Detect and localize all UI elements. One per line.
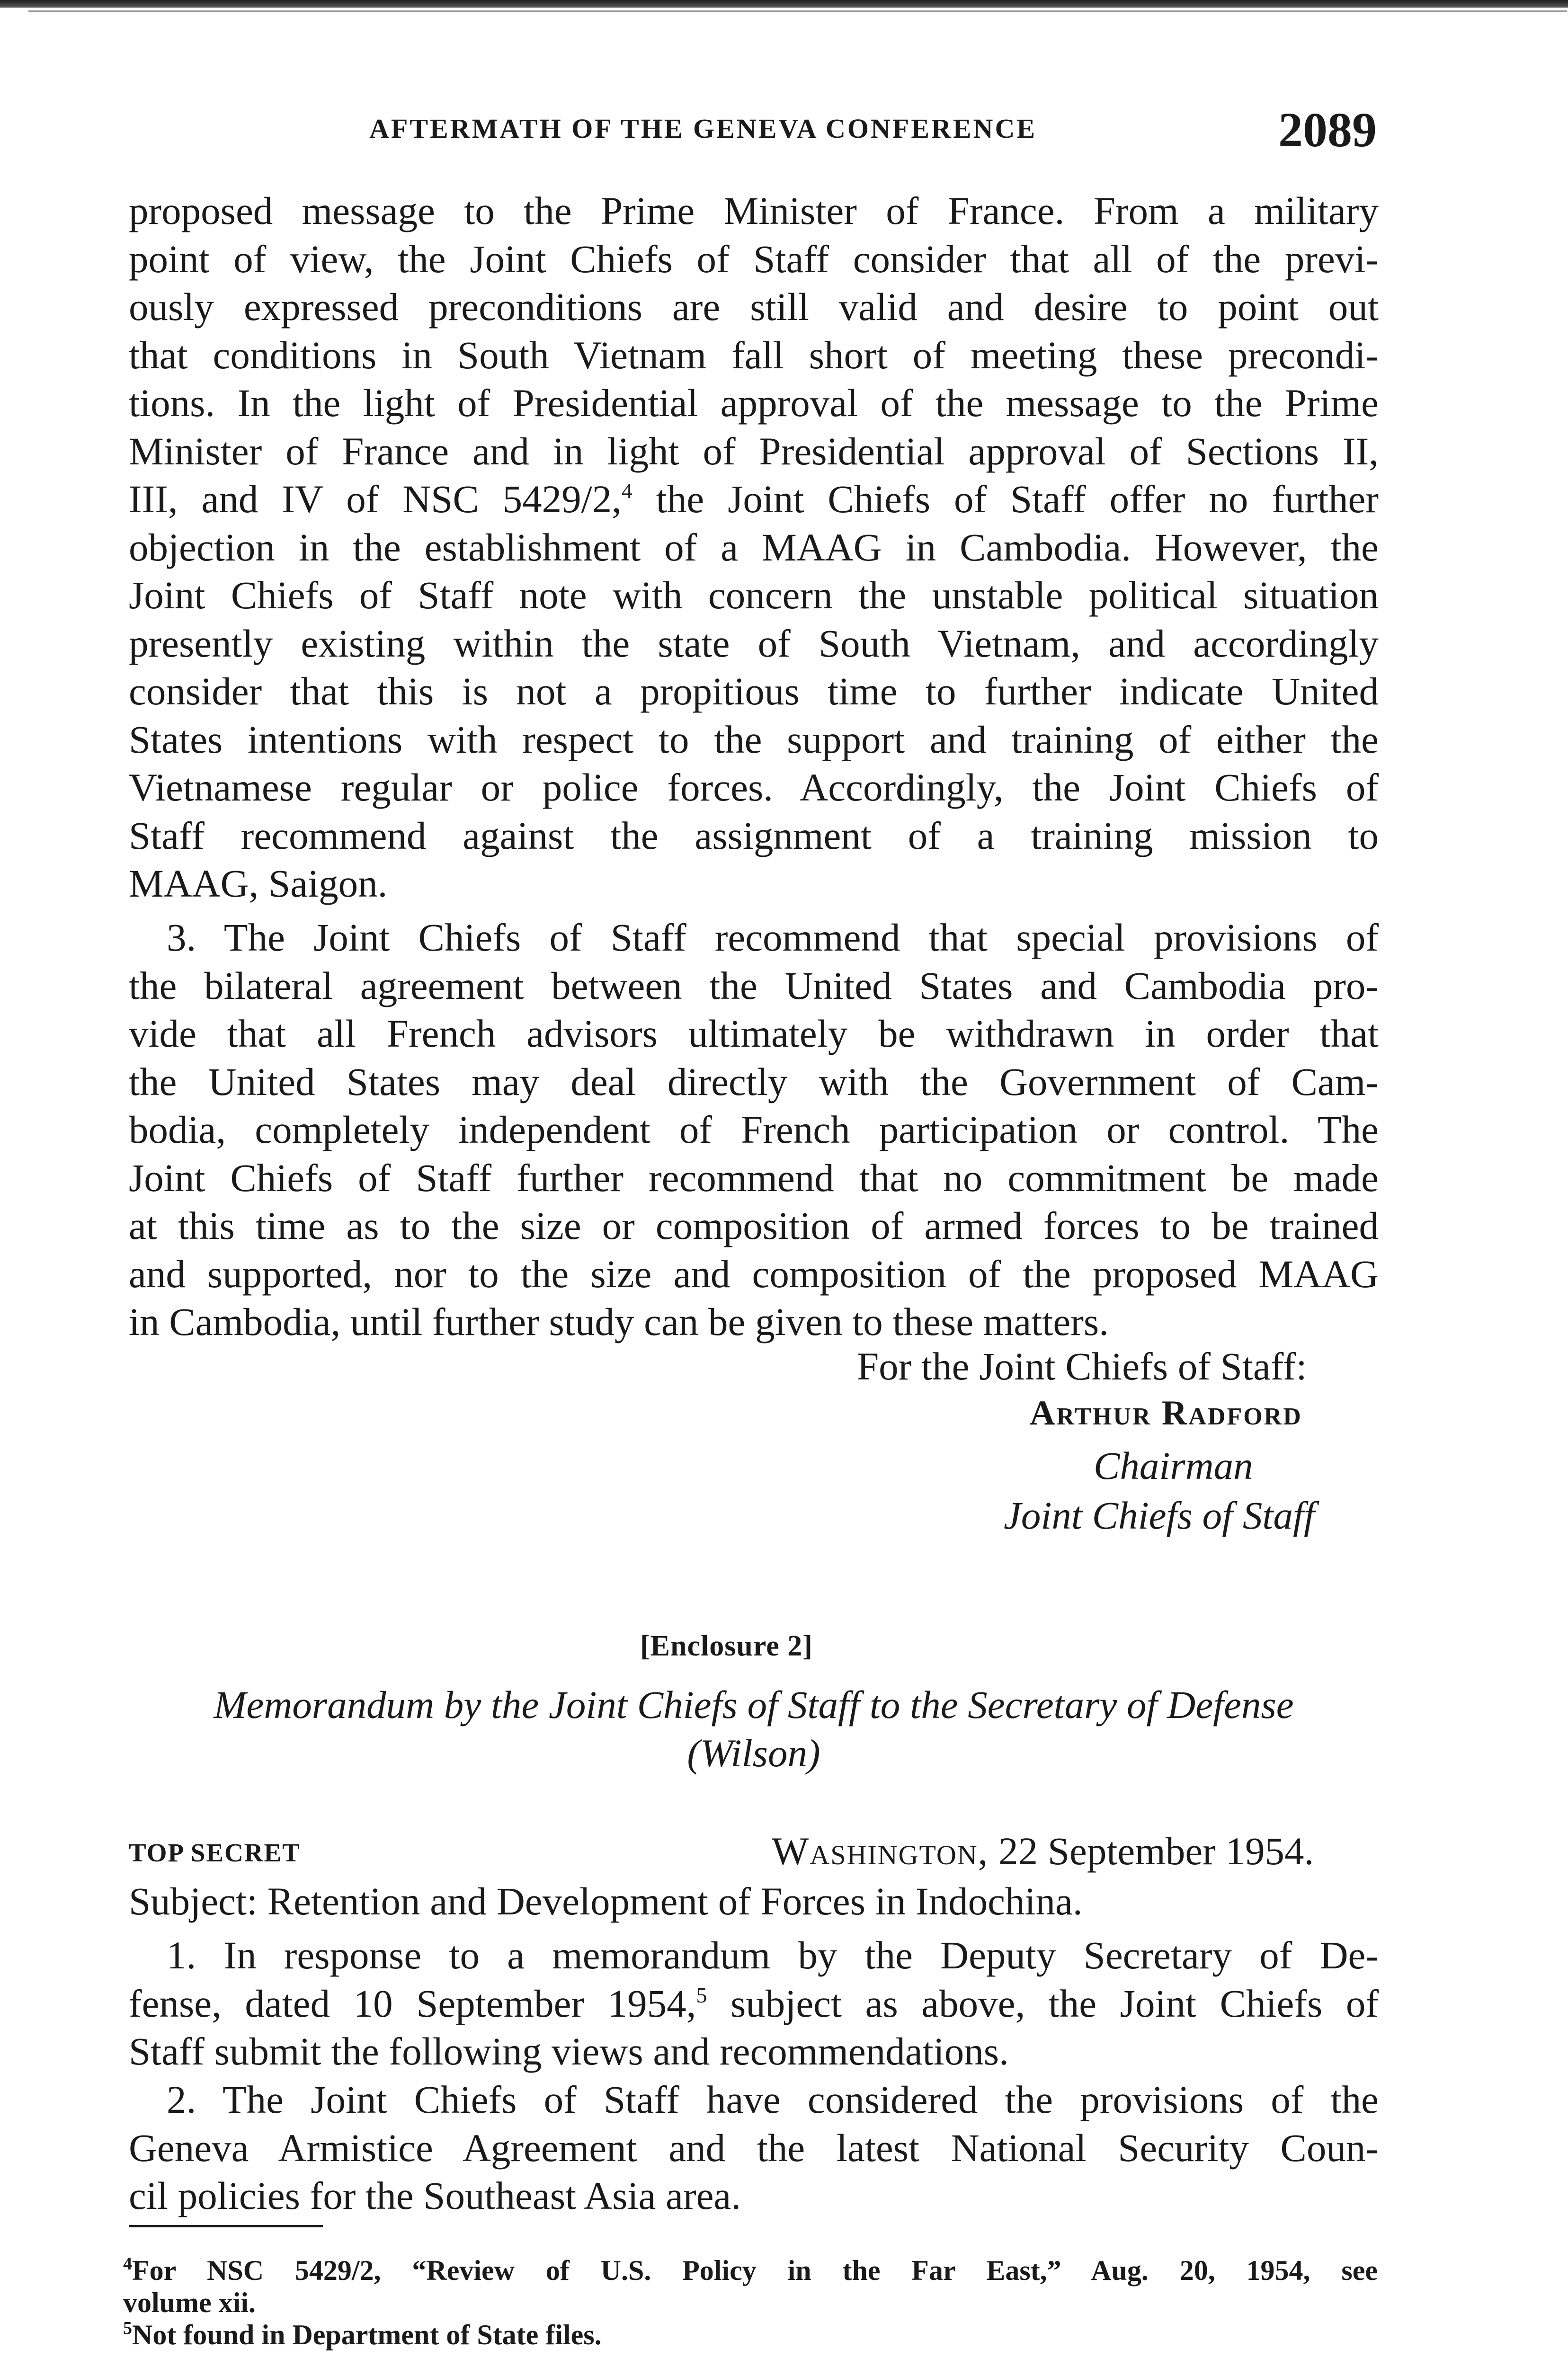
text-line: 2. The Joint Chiefs of Staff have considered the provisions of the (167, 2078, 1379, 2121)
memo-paragraph-1 (129, 1931, 1379, 2076)
text-line: Joint Chiefs of Staff note with concern the unstable political situation (129, 573, 1379, 617)
footnote-4 (123, 2254, 1378, 2287)
text-segment: subject as above, the Joint Chiefs of (707, 1981, 1379, 2025)
text-line: that conditions in South Vietnam fall short of meeting these precondi- (129, 333, 1379, 377)
text-line: Staff recommend against the assignment of a training mission to (129, 813, 1379, 857)
text-line: Staff submit the following views and recommendations. (129, 2029, 1009, 2073)
text-line: cil policies for the Southeast Asia area. (129, 2174, 741, 2217)
text-line-with-footnote (129, 475, 1379, 524)
memo-subject: Subject: Retention and Development of Forces in Indochina. (129, 1879, 1083, 1923)
dateline (772, 1828, 1314, 1874)
text-line: bodia, completely independent of French participation or control. The (129, 1108, 1379, 1151)
continued-paragraph (129, 187, 1379, 908)
text-line-with-footnote (129, 1980, 1379, 2028)
signatory-organization: Joint Chiefs of Staff (1004, 1494, 1315, 1537)
text-segment: the Joint Chiefs of Staff offer no further (632, 477, 1379, 521)
footnote-5 (123, 2319, 1378, 2351)
footnote-mark: 5 (123, 2318, 132, 2338)
footnote-ref-5[interactable]: 5 (696, 1983, 707, 2007)
page-number: 2089 (1278, 103, 1377, 157)
text-line: ously expressed preconditions are still valid and desire to point out (129, 285, 1379, 329)
memo-title (129, 1681, 1379, 1777)
text-line: Vietnamese regular or police forces. Accordingly, the Joint Chiefs of (129, 765, 1379, 809)
text-line: and supported, nor to the size and composition of the proposed MAAG (129, 1252, 1379, 1296)
text-segment: fense, dated 10 September 1954, (129, 1981, 696, 2025)
text-line: vide that all French advisors ultimately be withdrawn in order that (129, 1012, 1379, 1055)
text-line: Geneva Armistice Agreement and the latest National Security Coun- (129, 2126, 1379, 2170)
text-line: presently existing within the state of South Vietnam, and accordingly (129, 621, 1379, 665)
footnote-text: Not found in Department of State files. (132, 2319, 602, 2350)
footnote-rule (129, 2225, 323, 2227)
text-line: Joint Chiefs of Staff further recommend that no commitment be made (129, 1156, 1379, 1200)
text-line: point of view, the Joint Chiefs of Staff consider that all of the previ- (129, 237, 1379, 281)
dateline-date: 22 September 1954. (989, 1829, 1314, 1873)
footnote-ref-4[interactable]: 4 (621, 479, 633, 503)
text-line: States intentions with respect to the support and training of either the (129, 717, 1379, 761)
text-line: proposed message to the Prime Minister of France. From a military (129, 189, 1379, 232)
text-line: consider that this is not a propitious time to further indicate United (129, 669, 1379, 713)
paragraph-3 (129, 914, 1379, 1346)
page-top-border (0, 0, 1568, 8)
text-line: tions. In the light of Presidential approval of the message to the Prime (129, 381, 1379, 425)
signatory-name: Arthur Radford (1030, 1394, 1302, 1433)
signature-for-line: For the Joint Chiefs of Staff: (857, 1344, 1307, 1388)
text-line: MAAG, Saigon. (129, 862, 388, 905)
signatory-title: Chairman (1094, 1444, 1253, 1487)
text-line: the bilateral agreement between the United States and Cambodia pro- (129, 963, 1379, 1007)
text-line: the United States may deal directly with the Government of Cam- (129, 1059, 1379, 1103)
footnote-text: For NSC 5429/2, “Review of U.S. Policy in the Far East,” Aug. 20, 1954, see (132, 2255, 1378, 2286)
text-line: 3. The Joint Chiefs of Staff recommend that special provisions of (167, 916, 1379, 959)
text-line: Minister of France and in light of Presidential approval of Sections II, (129, 429, 1379, 473)
enclosure-label: [Enclosure 2] (640, 1630, 813, 1662)
text-segment: III, and IV of NSC 5429/2, (129, 477, 622, 521)
running-title: AFTERMATH OF THE GENEVA CONFERENCE (369, 113, 1037, 144)
footnote-4-continued: volume xii. (123, 2287, 256, 2318)
memo-title-line: (Wilson) (687, 1731, 820, 1775)
text-line: in Cambodia, until further study can be given to these matters. (129, 1300, 1109, 1344)
text-line: objection in the establishment of a MAAG in Cambodia. However, the (129, 525, 1379, 569)
memo-title-line: Memorandum by the Joint Chiefs of Staff to the Secretary of Defense (214, 1683, 1294, 1726)
footnotes (123, 2254, 1378, 2351)
text-line: at this time as to the size or composition of armed forces to be trained (129, 1204, 1379, 1247)
footnote-mark: 4 (123, 2254, 132, 2274)
page-top-border-shadow (28, 10, 1567, 12)
text-line: 1. In response to a memorandum by the Deputy Secretary of De- (167, 1933, 1379, 1977)
classification-marking: TOP SECRET (129, 1838, 301, 1867)
dateline-place: Washington, (772, 1829, 989, 1873)
memo-paragraph-2 (129, 2076, 1379, 2220)
